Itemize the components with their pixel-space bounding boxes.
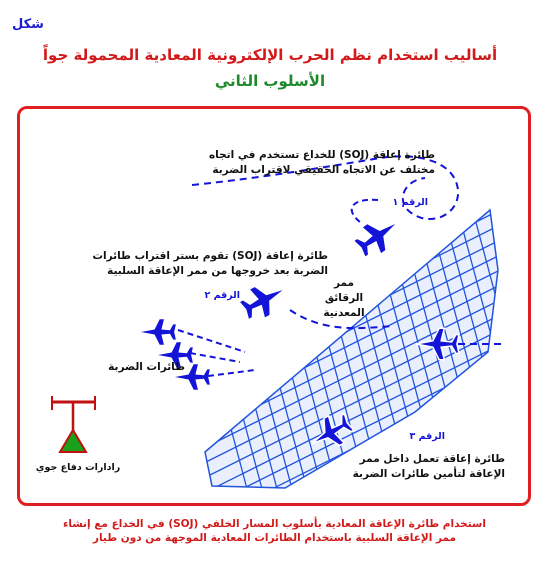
page-subtitle: الأسلوب الثاني <box>214 72 326 90</box>
caption-line-1: استخدام طائرة الإعاقة المعادية بأسلوب المسار الخلفي (SOJ) في الخداع مع إنشاء <box>63 518 486 530</box>
annotation-corridor-jammer: طائرة إعاقة تعمل داخل ممر الإعاقة لتأمين طائرات الضربة <box>352 453 505 480</box>
annotation-air-defense-radars: رادارات دفاع جوي <box>35 462 121 473</box>
jammer-aircraft-icon <box>237 276 290 324</box>
number-1-label: الرقم ١ <box>392 197 428 208</box>
strike-aircraft-group <box>141 319 255 390</box>
number-2-label: الرقم ٢ <box>204 290 240 301</box>
figure-caption <box>20 517 529 545</box>
caption-line-2: ممر الإعاقة السلبية باستخدام الطائرات المعادية الموجهة من دون طيار <box>92 532 457 544</box>
annotation-strike-aircraft: طائرات الضربة <box>108 361 185 373</box>
number-3-label: الرقم ٣ <box>409 431 445 442</box>
annotation-screening-jammer: طائرة إعاقة (SOJ) تقوم بستر اقتراب طائرات الضربة بعد خروجها من ممر الإعاقة السلبية <box>92 250 328 277</box>
radar-icon <box>52 396 95 452</box>
jammer-aircraft-icon <box>351 211 404 261</box>
figure-label: شكل <box>12 17 44 32</box>
page-title: أساليب استخدام نظم الحرب الإلكترونية المعادية المحمولة جواً <box>42 46 498 64</box>
annotation-chaff-corridor: ممر الرقائق المعدنية <box>323 277 365 319</box>
annotation-deception-jammer: طائرة إعاقة (SOJ) للخداع تستخدم في اتجاه مختلف عن الاتجاه الحقيقي لاقتراب الضربة <box>208 149 435 176</box>
chaff-corridor <box>160 170 549 545</box>
strike-aircraft-icon <box>141 319 176 345</box>
